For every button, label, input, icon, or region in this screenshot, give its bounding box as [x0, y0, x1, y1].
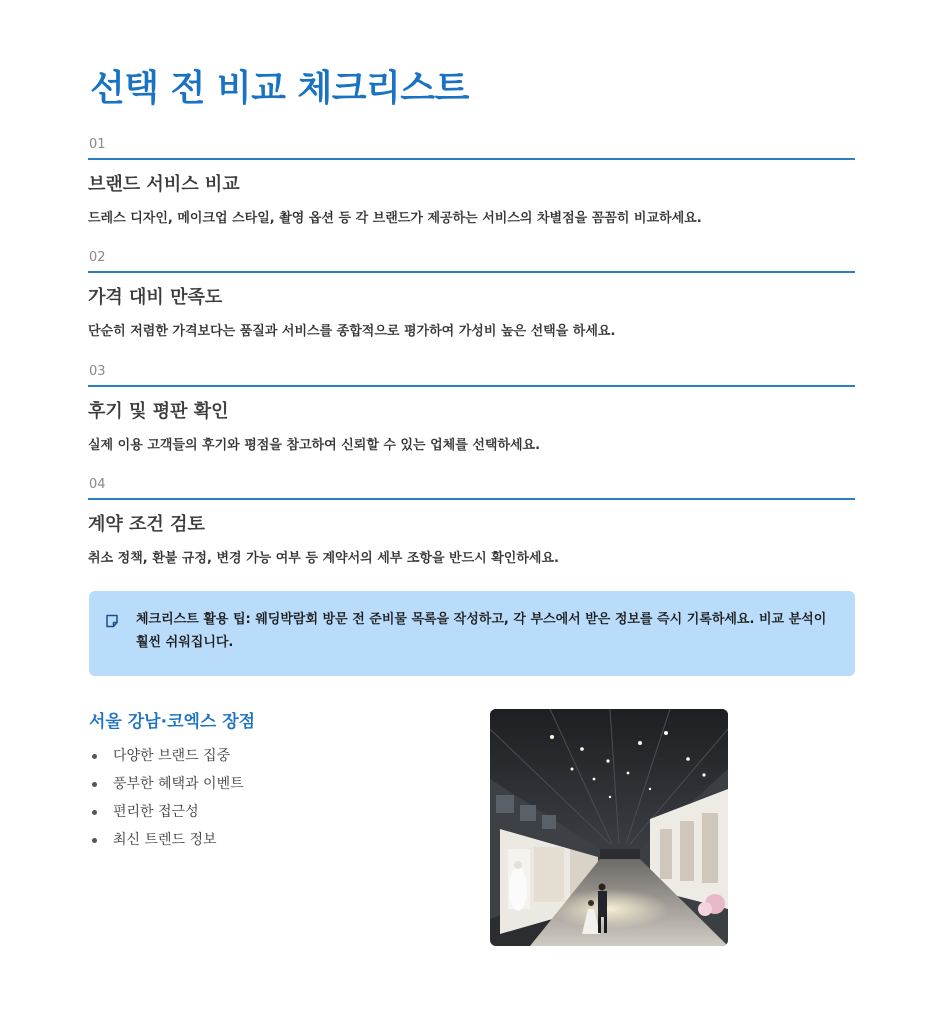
- checklist-item-1: [88, 137, 855, 226]
- bullet-icon: [92, 838, 97, 843]
- tip-text: 체크리스트 활용 팁: 웨딩박람회 방문 전 준비물 목록을 작성하고, 각 부스에서 받은 정보를 즉시 기록하세요. 비교 분석이 훨씬 쉬워집니다.: [136, 612, 827, 650]
- item-number: 03: [89, 364, 106, 379]
- feature-label: 다양한 브랜드 집중: [113, 748, 231, 764]
- checklist-item-3: [88, 364, 855, 453]
- item-number: 01: [89, 137, 106, 152]
- tip-callout: [89, 591, 855, 676]
- checklist-item-2: [88, 250, 855, 339]
- item-heading: 계약 조건 검토: [88, 514, 205, 535]
- feature-label: 편리한 접근성: [113, 804, 199, 820]
- wedding-fair-hall-photo: [490, 709, 728, 946]
- section-divider: [88, 385, 855, 387]
- item-description: 취소 정책, 환불 규정, 변경 가능 여부 등 계약서의 세부 조항을 반드시 확인하세요.: [88, 551, 559, 566]
- list-item: [92, 770, 244, 798]
- checklist-item-4: [88, 477, 855, 566]
- feature-label: 풍부한 혜택과 이벤트: [113, 776, 244, 792]
- store-title: 서울 강남·코엑스 장점: [89, 712, 256, 732]
- item-number: 04: [89, 477, 106, 492]
- item-heading: 브랜드 서비스 비교: [88, 174, 240, 195]
- list-item: [92, 826, 244, 854]
- bullet-icon: [92, 810, 97, 815]
- note-icon: [105, 613, 119, 627]
- item-heading: 가격 대비 만족도: [88, 287, 223, 308]
- feature-list: [92, 742, 244, 854]
- section-divider: [88, 498, 855, 500]
- bullet-icon: [92, 782, 97, 787]
- list-item: [92, 742, 244, 770]
- bullet-icon: [92, 754, 97, 759]
- item-heading: 후기 및 평판 확인: [88, 401, 229, 422]
- item-description: 실제 이용 고객들의 후기와 평점을 참고하여 신뢰할 수 있는 업체를 선택하세요.: [88, 438, 541, 453]
- item-description: 드레스 디자인, 메이크업 스타일, 촬영 옵션 등 각 브랜드가 제공하는 서비스의 차별점을 꼼꼼히 비교하세요.: [88, 211, 702, 226]
- list-item: [92, 798, 244, 826]
- section-divider: [88, 271, 855, 273]
- item-number: 02: [89, 250, 106, 265]
- section-divider: [88, 158, 855, 160]
- page-title: 선택 전 비교 체크리스트: [90, 68, 469, 109]
- item-description: 단순히 저렴한 가격보다는 품질과 서비스를 종합적으로 평가하여 가성비 높은 선택을 하세요.: [88, 324, 616, 339]
- feature-label: 최신 트렌드 정보: [113, 832, 217, 848]
